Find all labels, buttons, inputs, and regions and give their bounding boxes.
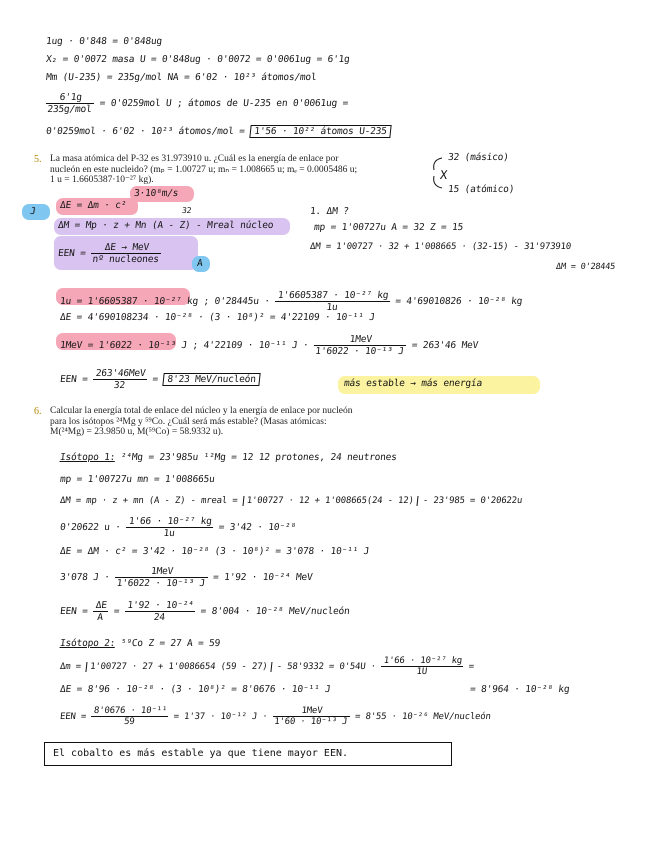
een-final: EEN = $\frac{\text{263'46MeV}}{32}$ = 8'23 MeV/nucleón bbox=[59, 368, 261, 391]
dm2-calc: Δm = 1'00727 · 27 + 1'0086654 (59 - 27) - 58'9332 = 0'54U · $\frac{\text{1'66 · 10⁻²⁷ kg}}{1U}$ = bbox=[59, 656, 475, 677]
mev1-calc: 3'078 J · $\frac{\text{1MeV}}{\text{1'6022 · 10⁻¹³ J}}$ = 1'92 · 10⁻²⁴ MeV bbox=[59, 566, 313, 589]
particle-masses: mp = 1'00727u mn = 1'008665u bbox=[59, 474, 216, 485]
dm-result: ΔM = 0'28445 bbox=[555, 262, 616, 272]
een2-calc: EEN = $\frac{\text{8'0676 · 10⁻¹¹}}{59}$ = 1'37 · 10⁻¹² J · $\frac{\text{1MeV}}{\text{1'60 · 10⁻¹³ J}}$ = 8'55 · 10⁻²⁶ MeV/nucleón bbox=[59, 706, 492, 727]
calc-line-mass: 1ug · 0'848 = 0'848ug bbox=[45, 36, 163, 47]
calc-line-molar-mass: Mm (U-235) = 235g/mol NA = 6'02 · 10²³ átomos/mol bbox=[45, 72, 318, 83]
note-atomic: 15 (atómico) bbox=[447, 184, 515, 195]
stability-note: más estable → más energía bbox=[343, 378, 483, 389]
joule-label: J bbox=[29, 206, 37, 217]
dm2-result: = 8'964 · 10⁻²⁸ kg bbox=[469, 684, 570, 695]
question-number-6: 6. bbox=[34, 406, 42, 417]
dm-annotation: 32 bbox=[181, 206, 192, 215]
question-6-text: Calcular la energía total de enlace del núcleo y la energía de enlace por nucleón para los isótopos ²⁴Mg y ⁵⁹Co. ¿Cuál será más estable? (Masas atómicas: M(²⁴Mg) = 23.9850 u, M(⁵⁹Co) = 58.9332 u). bbox=[50, 406, 353, 437]
een-formula: EEN = $\frac{\text{ΔE → MeV}}{\text{nº nucleones}}$ bbox=[57, 242, 163, 265]
de-formula: ΔE = Δm · c² bbox=[59, 200, 127, 211]
conv1: 0'20622 u · $\frac{\text{1'66 · 10⁻²⁷ kg}}{1u}$ = 3'42 · 10⁻²⁸ bbox=[59, 516, 297, 539]
mev-conversion: 1MeV = 1'6022 · 10⁻¹³ J ; 4'22109 · 10⁻¹¹ J · $\frac{\text{1MeV}}{\text{1'6022 · 10⁻¹³ J}}$ = 263'46 MeV bbox=[59, 334, 479, 357]
calc-line-moles: $\frac{6'1g}{\text{235g/mol}}$ = 0'0259mol U ; átomos de U-235 en 0'0061ug = bbox=[46, 92, 349, 115]
isotope-1: Isótopo 1: ²⁴Mg = 23'985u ¹²Mg = 12 12 protones, 24 neutrones bbox=[59, 452, 398, 463]
result-box-atoms: 1'56 · 10²² átomos U-235 bbox=[250, 125, 392, 138]
step-dm: 1. ΔM ? bbox=[309, 206, 350, 217]
de2-calc: ΔE = 8'96 · 10⁻²⁸ · (3 · 10⁸)² = 8'0676 · 10⁻¹¹ J bbox=[59, 684, 332, 695]
een-a-label: A bbox=[196, 258, 204, 269]
dm-formula: ΔM = Mp · z + Mn (A - Z) - Mreal núcleo bbox=[57, 220, 274, 231]
de-calc: ΔE = 4'690108234 · 10⁻²⁸ · (3 · 10⁸)² = 4'22109 · 10⁻¹¹ J bbox=[59, 312, 376, 323]
mp-values: mp = 1'00727u A = 32 Z = 15 bbox=[313, 222, 464, 233]
question-5-text: La masa atómica del P-32 es 31.973910 u. ¿Cuál es la energía de enlace por nucleón en este nucleido? (mₚ = 1.00727 u; mₙ = 1.008665 u; mₑ = 0.0005486 u; 1 u = 1.6605387·10⁻²⁷ kg). bbox=[50, 154, 358, 185]
conclusion-box: El cobalto es más estable ya que tiene mayor EEN. bbox=[44, 742, 452, 766]
bracket-arrows-icon bbox=[428, 152, 452, 194]
calc-line-abundance: X₂ = 0'0072 masa U = 0'848ug · 0'0072 = 0'0061ug = 6'1g bbox=[45, 54, 351, 65]
note-x: X bbox=[439, 168, 448, 182]
note-massic: 32 (másico) bbox=[447, 152, 510, 163]
light-speed: 3·10⁸m/s bbox=[133, 188, 179, 199]
isotope-2: Isótopo 2: ⁵⁹Co Z = 27 A = 59 bbox=[59, 638, 221, 649]
result-box-een: 8'23 MeV/nucleón bbox=[163, 373, 261, 386]
u-conversion: 1u = 1'6605387 · 10⁻²⁷ kg ; 0'28445u · $\frac{\text{1'6605387 · 10⁻²⁷ kg}}{1u}$ = 4'69010826 · 10⁻²⁸ kg bbox=[59, 290, 523, 313]
question-number-5: 5. bbox=[34, 154, 42, 165]
dm-calc: ΔM = 1'00727 · 32 + 1'008665 · (32-15) - 31'973910 bbox=[309, 242, 572, 252]
een1-calc: EEN = $\frac{\Delta E}{A}$ = $\frac{\text{1'92 · 10⁻²⁴}}{24}$ = 8'004 · 10⁻²⁸ MeV/nucleón bbox=[59, 600, 351, 623]
dm1-calc: ΔM = mp · z + mn (A - Z) - mreal = 1'00727 · 12 + 1'008665(24 - 12) - 23'985 = 0'20622u bbox=[59, 496, 523, 506]
calc-line-atoms: 0'0259mol · 6'02 · 10²³ átomos/mol = 1'56 · 10²² átomos U-235 bbox=[45, 126, 391, 137]
de1-calc: ΔE = ΔM · c² = 3'42 · 10⁻²⁸ (3 · 10⁸)² = 3'078 · 10⁻¹¹ J bbox=[59, 546, 370, 557]
